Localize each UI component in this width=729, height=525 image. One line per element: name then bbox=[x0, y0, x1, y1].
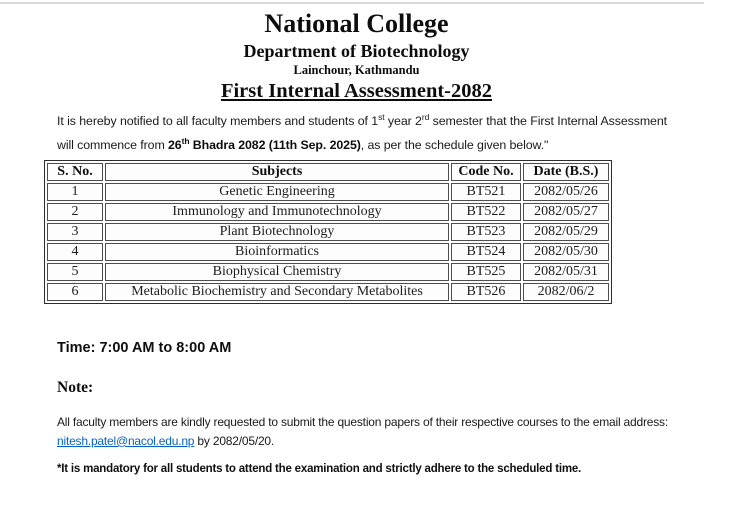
notice-title-text: First Internal Assessment-2082 bbox=[220, 80, 493, 103]
table-cell: 2082/05/26 bbox=[523, 183, 609, 201]
table-cell: BT524 bbox=[451, 243, 521, 261]
ordinal-superscript: st bbox=[378, 112, 385, 123]
table-cell: 4 bbox=[47, 243, 103, 261]
intro-text: It is hereby notified to all faculty members and students of 1 bbox=[57, 114, 379, 129]
email-link[interactable]: nitesh.patel@nacol.edu.np bbox=[57, 433, 195, 448]
ordinal-superscript: th bbox=[181, 135, 190, 146]
table-cell: BT525 bbox=[451, 263, 521, 281]
table-cell: 2082/05/29 bbox=[523, 223, 609, 241]
note-text: by 2082/05/20. bbox=[194, 433, 275, 448]
document-header bbox=[0, 0, 713, 103]
table-row bbox=[47, 183, 609, 201]
table-cell: Metabolic Biochemistry and Secondary Metabolites bbox=[105, 283, 449, 301]
table-cell: BT521 bbox=[451, 183, 521, 201]
exam-time: Time: 7:00 AM to 8:00 AM bbox=[57, 340, 232, 357]
table-cell: 6 bbox=[47, 283, 103, 301]
exam-date-day: 26 bbox=[168, 138, 182, 153]
table-row bbox=[47, 203, 609, 221]
note-paragraph bbox=[57, 413, 671, 450]
column-header: Date (B.S.) bbox=[523, 163, 609, 181]
table-cell: BT526 bbox=[451, 283, 521, 301]
table-body bbox=[47, 183, 609, 301]
department-name: Department of Biotechnology bbox=[243, 40, 470, 61]
table-row bbox=[47, 263, 609, 281]
notice-title bbox=[0, 80, 713, 103]
table-cell: 2082/05/31 bbox=[523, 263, 609, 281]
mandatory-notice: *It is mandatory for all students to attend the examination and strictly adhere to the scheduled time. bbox=[57, 463, 582, 476]
table-cell: 1 bbox=[47, 183, 103, 201]
exam-schedule-table bbox=[44, 160, 612, 304]
intro-text: semester that the First Internal Assessment will commence from bbox=[57, 114, 667, 153]
table-cell: Immunology and Immunotechnology bbox=[105, 203, 449, 221]
column-header: Subjects bbox=[105, 163, 449, 181]
table-cell: 2082/05/30 bbox=[523, 243, 609, 261]
table-cell: 2082/05/27 bbox=[523, 203, 609, 221]
table-cell: Genetic Engineering bbox=[105, 183, 449, 201]
table-cell: 5 bbox=[47, 263, 103, 281]
column-header: S. No. bbox=[47, 163, 103, 181]
college-name: National College bbox=[264, 9, 449, 38]
intro-text: , as per the schedule given below." bbox=[360, 138, 549, 153]
intro-paragraph bbox=[57, 108, 667, 155]
exam-date-rest: Bhadra 2082 (11th Sep. 2025) bbox=[189, 138, 361, 153]
address-line: Lainchour, Kathmandu bbox=[293, 63, 420, 78]
table-cell: BT523 bbox=[451, 223, 521, 241]
note-heading: Note: bbox=[57, 379, 94, 397]
table-cell: BT522 bbox=[451, 203, 521, 221]
table-cell: Plant Biotechnology bbox=[105, 223, 449, 241]
note-text: All faculty members are kindly requested to submit the question papers of their respective courses to the email address: bbox=[57, 415, 668, 430]
table-cell: 2 bbox=[47, 203, 103, 221]
intro-text: year 2 bbox=[384, 114, 422, 129]
table-row bbox=[47, 283, 609, 301]
table-cell: Bioinformatics bbox=[105, 243, 449, 261]
column-header: Code No. bbox=[451, 163, 521, 181]
table-row bbox=[47, 223, 609, 241]
table-header-row bbox=[47, 163, 609, 181]
table-cell: 2082/06/2 bbox=[523, 283, 609, 301]
table-cell: 3 bbox=[47, 223, 103, 241]
page-top-divider bbox=[0, 2, 704, 4]
table-cell: Biophysical Chemistry bbox=[105, 263, 449, 281]
table-row bbox=[47, 243, 609, 261]
exam-date-bold bbox=[168, 135, 361, 153]
ordinal-superscript: rd bbox=[421, 112, 430, 123]
